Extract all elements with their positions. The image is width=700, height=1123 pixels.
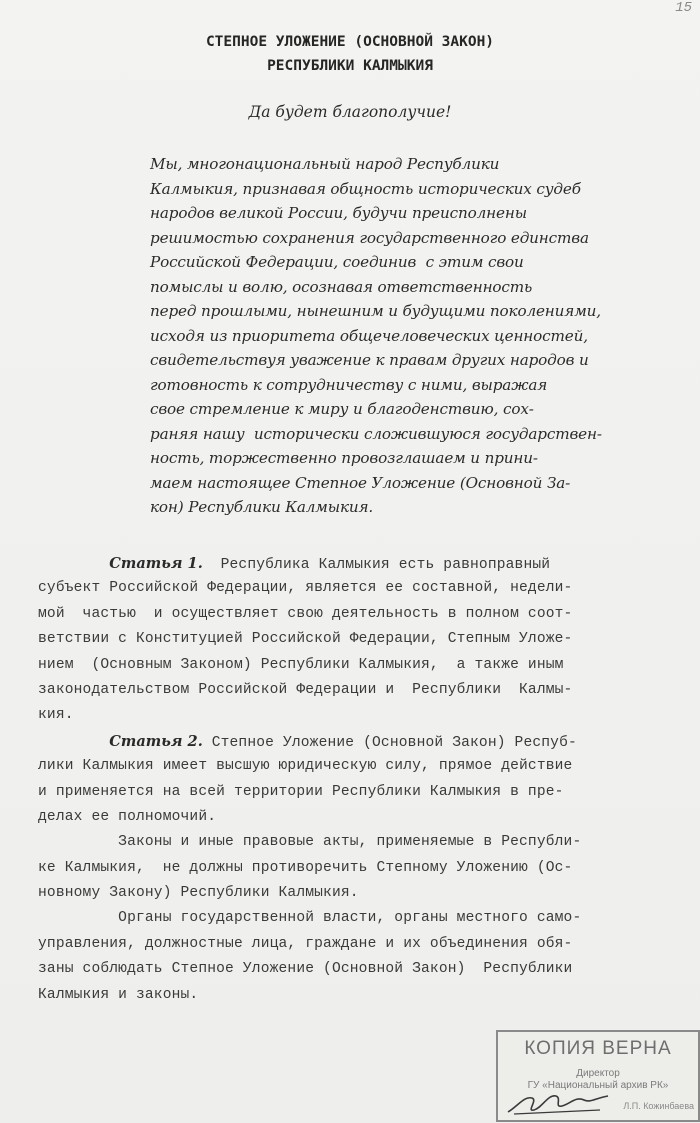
document-title <box>0 30 700 78</box>
page-number: 15 <box>675 0 692 16</box>
preamble-line: помыслы и волю, осознавая ответственность <box>150 277 533 296</box>
preamble-line: народов великой России, будучи преисполнены <box>150 204 527 222</box>
preamble-line: Калмыкия, признавая общность исторических судеб <box>150 179 581 198</box>
article-line: новному Закону) Республики Калмыкия. <box>38 885 359 902</box>
article-line: лики Калмыкия имеет высшую юридическую силу, прямое действие <box>38 758 573 775</box>
preamble-line: ность, торжественно провозглашаем и прини- <box>150 449 538 467</box>
preamble-line: кон) Республики Калмыкия. <box>150 498 374 516</box>
stamp-signatory: Л.П. Кожинбаева <box>623 1101 694 1111</box>
stamp-position: Директор <box>576 1068 620 1079</box>
preamble <box>150 152 670 520</box>
article-line: управления, должностные лица, граждане и их объединения обя- <box>38 935 573 952</box>
article-1-first-text: Республика Калмыкия есть равноправный <box>202 557 551 573</box>
stamp-organization: ГУ «Национальный архив РК» <box>527 1080 669 1091</box>
preamble-line: Российской Федерации, соединив с этим свои <box>150 253 524 271</box>
article-line: заны соблюдать Степное Уложение (Основной Закон) Республики <box>38 961 573 978</box>
signature-icon <box>504 1086 614 1118</box>
preamble-line: исходя из приоритета общечеловеческих ценностей, <box>150 326 588 345</box>
article-line: Калмыкия и законы. <box>38 986 199 1003</box>
preamble-line: свидетельствуя уважение к правам других народов и <box>150 351 589 369</box>
article-line: и применяется на всей территории Республики Калмыкия в пре- <box>38 783 564 800</box>
article-line: мой частью и осуществляет свою деятельность в полном соот- <box>38 605 573 622</box>
stamp-heading: КОПИЯ ВЕРНА <box>524 1038 672 1059</box>
preamble-line: Мы, многонациональный народ Республики <box>150 155 500 173</box>
title-line-1: СТЕПНОЕ УЛОЖЕНИЕ (ОСНОВНОЙ ЗАКОН) <box>205 34 495 50</box>
certification-stamp <box>496 1030 700 1122</box>
article-line: кия. <box>38 707 74 724</box>
preamble-line: маем настоящее Степное Уложение (Основной За- <box>150 473 571 492</box>
article-2-first-text: Степное Уложение (Основной Закон) Респуб- <box>202 734 577 751</box>
article-2-first-line <box>38 729 678 754</box>
article-line: ветствии с Конституцией Российской Федерации, Степным Уложе- <box>38 631 573 648</box>
preamble-line: свое стремление к миру и благоденствию, сох- <box>150 400 534 418</box>
article-line: законодательством Российской Федерации и Республики Калмы- <box>38 681 573 698</box>
article-2-body <box>38 754 678 1008</box>
articles <box>38 551 678 1008</box>
article-line: ке Калмыкия, не должны противоречить Степному Уложению (Ос- <box>38 859 573 876</box>
article-1-first-line <box>38 551 678 576</box>
preamble-line: раняя нашу исторически сложившуюся государствен- <box>150 424 602 443</box>
article-line: Органы государственной власти, органы местного само- <box>38 910 582 927</box>
article-line: Законы и иные правовые акты, применяемые в Республи- <box>38 834 582 851</box>
preamble-line: перед прошлыми, нынешним и будущими поколениями, <box>150 302 601 320</box>
article-2-label: Статья 2. <box>109 732 203 750</box>
title-line-2: РЕСПУБЛИКИ КАЛМЫКИЯ <box>267 58 433 74</box>
article-1-label: Статья 1. <box>109 555 203 572</box>
preamble-line: готовность к сотрудничеству с ними, выражая <box>150 375 548 394</box>
article-line: делах ее полномочий. <box>38 808 217 825</box>
preamble-line: решимостью сохранения государственного единства <box>150 228 589 247</box>
article-line: субъект Российской Федерации, является ее составной, недели- <box>38 580 573 597</box>
motto: Да будет благополучие! <box>248 103 452 121</box>
article-1-body <box>38 576 678 728</box>
article-line: нием (Основным Законом) Республики Калмыкия, а также иным <box>38 656 564 673</box>
